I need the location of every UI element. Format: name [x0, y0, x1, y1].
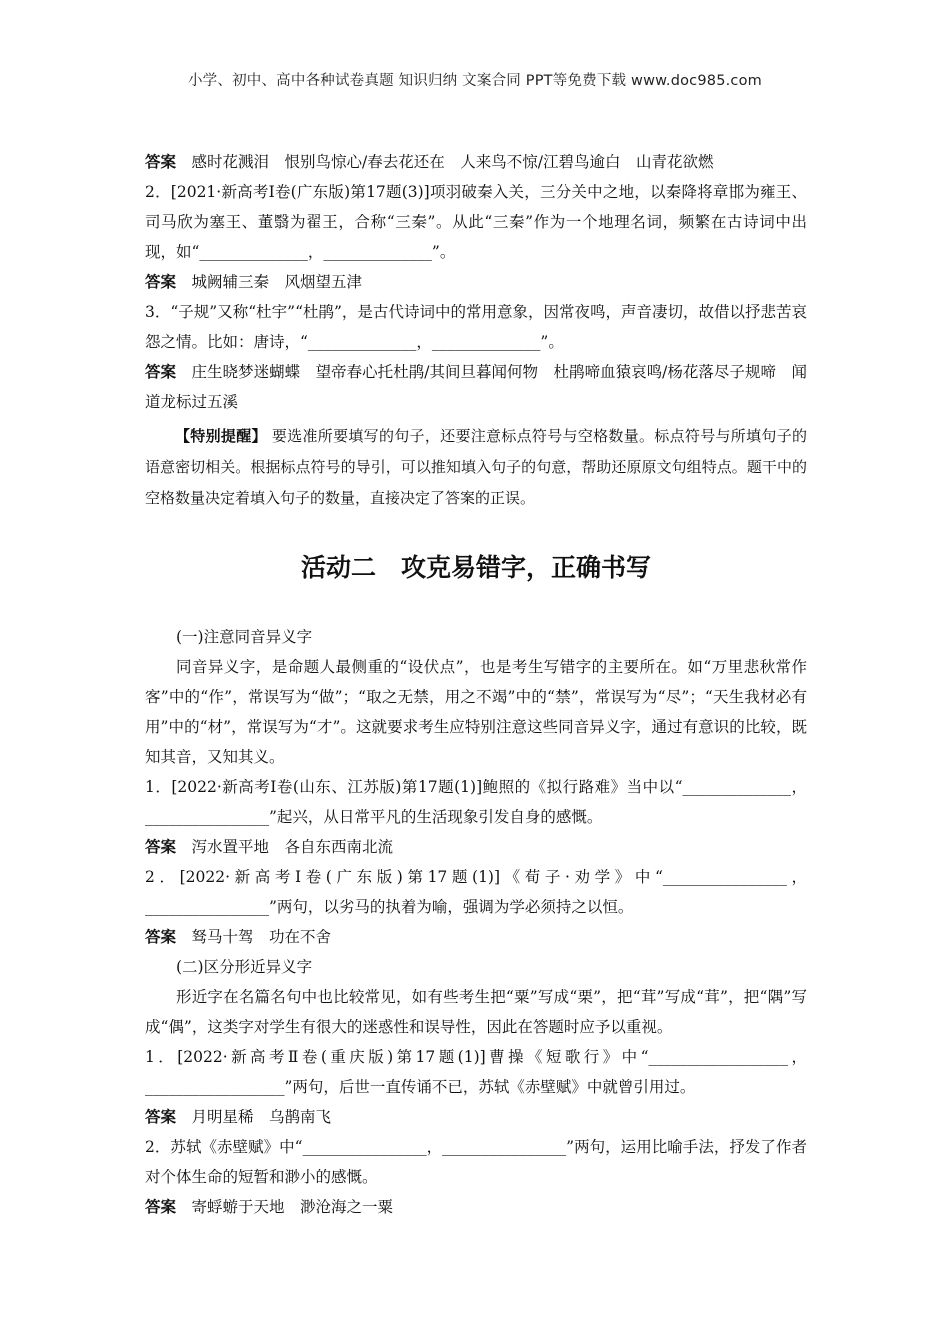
answer-text: 泻水置平地 各自东西南北流 — [191, 838, 394, 856]
subsection-heading: (一)注意同音异义字 — [176, 628, 313, 646]
answer-label: 答案 — [145, 1197, 177, 1216]
question-text: 2．[2021·新高考Ⅰ卷(广东版)第17题(3)]项羽破秦入关，三分关中之地，以秦降将章邯为雍王、司马欣为塞王、董翳为翟王，合称“三秦”。从此“三秦”作为一个地理名词，频繁在古诗词中出现，如“______________，______________”。 — [145, 183, 807, 261]
page-header: 小学、初中、高中各种试卷真题 知识归纳 文案合同 PPT等免费下载 www.doc985.com — [187, 73, 763, 89]
answer-line — [145, 922, 807, 952]
answer-label: 答案 — [145, 1107, 177, 1126]
answer-label: 答案 — [145, 927, 177, 946]
answer-text: 驽马十驾 功在不舍 — [191, 928, 332, 946]
question-text: 2．[2022·新高考Ⅰ卷(广东版)第17题(1)]《荀子·劝学》中“________________，________________”两句，以劣马的执着为喻，强调为学必须持之以恒。 — [145, 868, 807, 916]
answer-line — [145, 832, 807, 862]
answer-text: 月明星稀 乌鹊南飞 — [191, 1108, 332, 1126]
answer-text: 感时花溅泪 恨别鸟惊心/春去花还在 人来鸟不惊/江碧鸟逾白 山青花欲燃 — [191, 153, 714, 171]
special-tip — [145, 421, 807, 514]
answer-label: 答案 — [145, 362, 177, 381]
answer-text: 寄蜉蝣于天地 渺沧海之一粟 — [191, 1198, 394, 1216]
answer-line — [145, 147, 807, 177]
answer-text: 庄生晓梦迷蝴蝶 望帝春心托杜鹃/其间旦暮闻何物 杜鹃啼血猿哀鸣/杨花落尽子规啼 闻道龙标过五溪 — [145, 363, 807, 411]
question-text: 2．苏轼《赤壁赋》中“________________，________________”两句，运用比喻手法，抒发了作者对个体生命的短暂和渺小的感慨。 — [145, 1138, 807, 1186]
answer-label: 答案 — [145, 837, 177, 856]
question-text: 1．[2022·新高考Ⅱ卷(重庆版)第17题(1)]曹操《短歌行》中“__________________，__________________”两句，后世一直传诵不已，苏轼《赤壁赋》中就曾引用过。 — [145, 1048, 807, 1096]
question-text: 1．[2022·新高考Ⅰ卷(山东、江苏版)第17题(1)]鲍照的《拟行路难》当中以“______________，________________”起兴，从日常平凡的生活现象引发自身的感慨。 — [145, 778, 807, 826]
answer-line — [145, 267, 807, 297]
answer-text: 城阙辅三秦 风烟望五津 — [191, 273, 363, 291]
subsection-heading: (二)区分形近异义字 — [176, 958, 313, 976]
answer-label: 答案 — [145, 272, 177, 291]
answer-line — [145, 1102, 807, 1132]
paragraph: 形近字在名篇名句中也比较常见，如有些考生把“粟”写成“栗”，把“茸”写成“茸”，把“隅”写成“偶”，这类字对学生有很大的迷惑性和误导性，因此在答题时应予以重视。 — [145, 988, 807, 1036]
answer-line — [145, 357, 807, 417]
question-text: 3．“子规”又称“杜宇”“杜鹃”，是古代诗词中的常用意象，因常夜鸣，声音凄切，故借以抒悲苦哀怨之情。比如：唐诗，“______________，______________”。 — [145, 303, 807, 351]
paragraph: 同音异义字，是命题人最侧重的“设伏点”，也是考生写错字的主要所在。如“万里悲秋常作客”中的“作”，常误写为“做”；“取之无禁，用之不竭”中的“禁”，常误写为“尽”；“天生我材必有用”中的“材”，常误写为“才”。这就要求考生应特别注意这些同音异义字，通过有意识的比较，既知其音，又知其义。 — [145, 658, 807, 766]
answer-label: 答案 — [145, 152, 177, 171]
tip-text: 要选准所要填写的句子，还要注意标点符号与空格数量。标点符号与所填句子的语意密切相关。根据标点符号的导引，可以推知填入句子的句意，帮助还原原文句组特点。题干中的空格数量决定着填入句子的数量，直接决定了答案的正误。 — [145, 427, 807, 507]
tip-label: 【特别提醒】 — [175, 427, 267, 445]
section-title: 活动二 攻克易错字，正确书写 — [300, 553, 651, 582]
answer-line — [145, 1192, 807, 1222]
document-body — [145, 147, 807, 1222]
